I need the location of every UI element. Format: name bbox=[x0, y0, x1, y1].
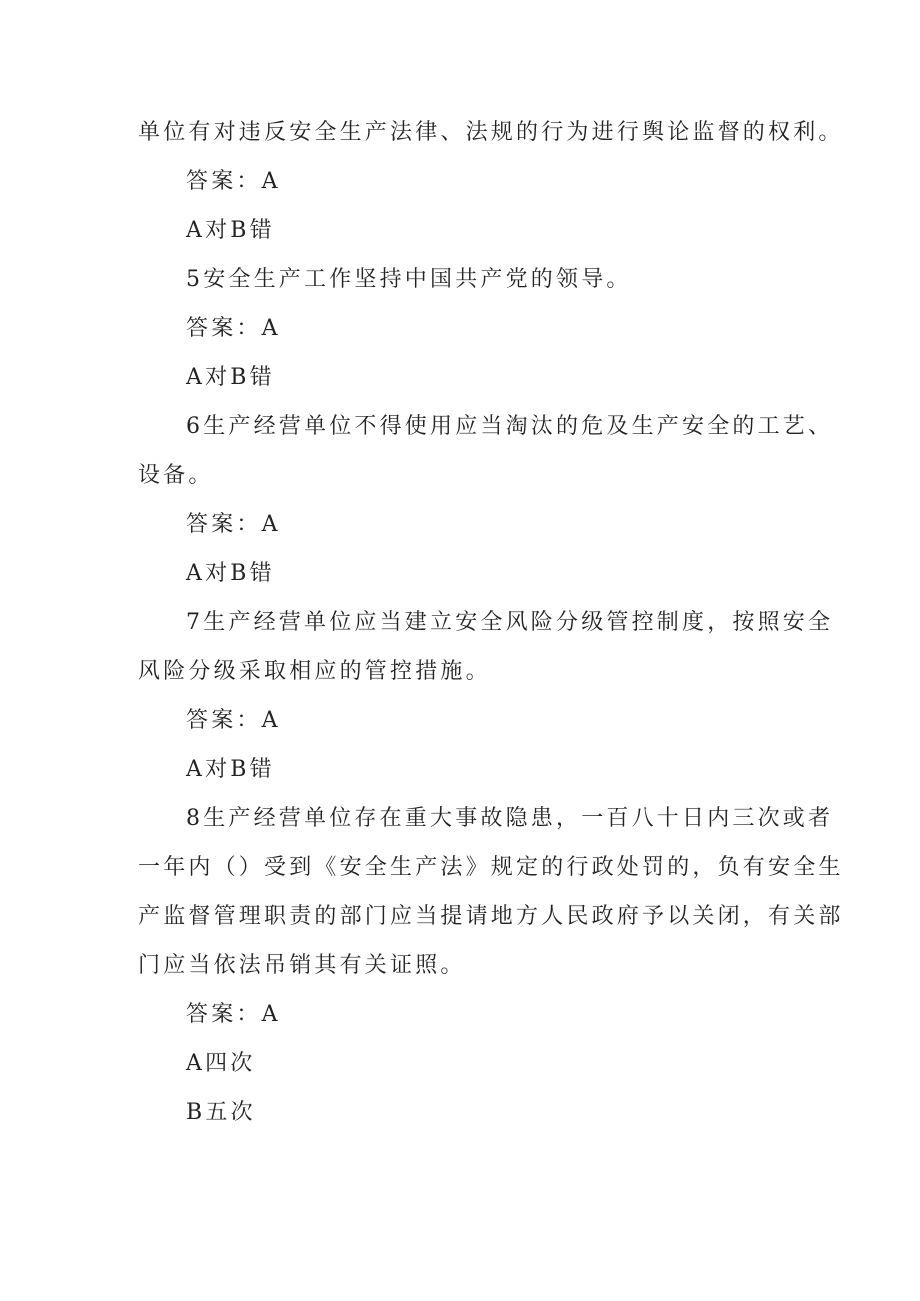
answer-label: 答案：A bbox=[186, 512, 281, 537]
question-6-text-cont: 设备。 bbox=[138, 463, 214, 488]
answer-options: A对B错 bbox=[186, 757, 275, 782]
question-4-text-end: 单位有对违反安全生产法律、法规的行为进行舆论监督的权利。 bbox=[138, 120, 844, 145]
answer-label: 答案：A bbox=[186, 169, 281, 194]
option-a: A四次 bbox=[186, 1051, 256, 1076]
question-7-text-cont: 风险分级采取相应的管控措施。 bbox=[138, 659, 491, 684]
answer-options: A对B错 bbox=[186, 561, 275, 586]
answer-label: 答案：A bbox=[186, 1002, 281, 1027]
answer-label: 答案：A bbox=[186, 708, 281, 733]
answer-label: 答案：A bbox=[186, 316, 281, 341]
answer-options: A对B错 bbox=[186, 365, 275, 390]
option-b: B五次 bbox=[186, 1100, 256, 1125]
answer-options: A对B错 bbox=[186, 218, 275, 243]
question-8-text: 8生产经营单位存在重大事故隐患，一百八十日内三次或者 bbox=[186, 806, 834, 831]
question-8-text-cont: 产监督管理职责的部门应当提请地方人民政府予以关闭，有关部 bbox=[138, 904, 844, 929]
question-5-text: 5安全生产工作坚持中国共产党的领导。 bbox=[186, 267, 632, 292]
question-8-text-cont: 一年内（）受到《安全生产法》规定的行政处罚的，负有安全生 bbox=[138, 855, 844, 880]
question-8-text-cont: 门应当依法吊销其有关证照。 bbox=[138, 953, 466, 978]
question-7-text: 7生产经营单位应当建立安全风险分级管控制度，按照安全 bbox=[186, 610, 834, 635]
question-6-text: 6生产经营单位不得使用应当淘汰的危及生产安全的工艺、 bbox=[186, 414, 834, 439]
